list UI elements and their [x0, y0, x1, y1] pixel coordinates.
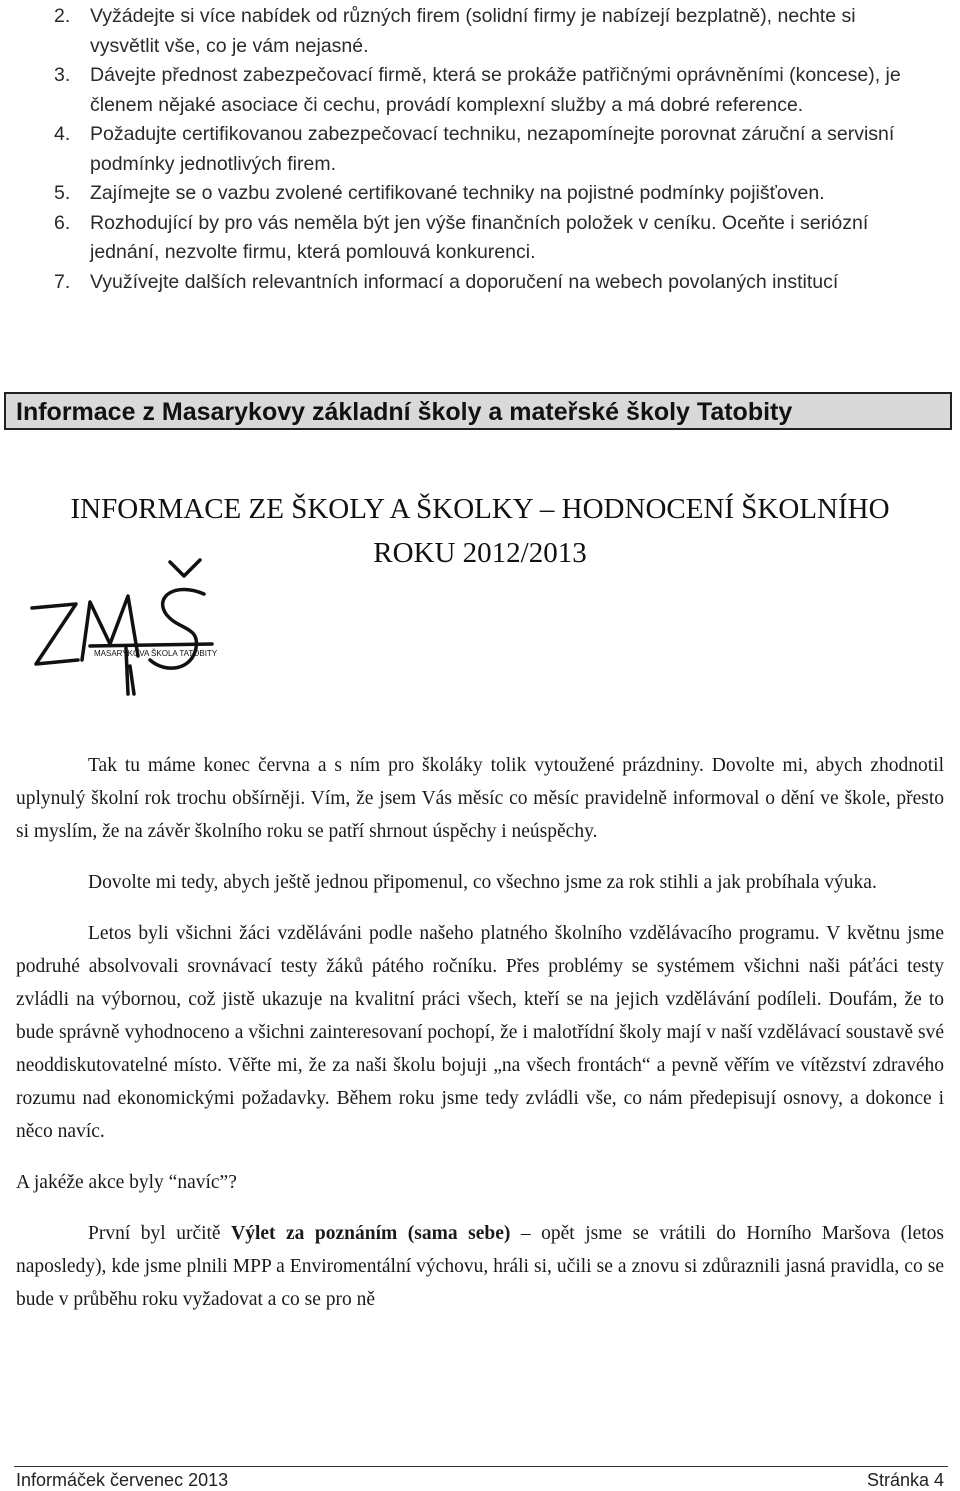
list-item-number: 5.: [54, 182, 71, 204]
paragraph: Tak tu máme konec června a s ním pro školáky tolik vytoužené prázdniny. Dovolte mi, abych zhodnotil uplynulý školní rok trochu obšírněji. Vím, že jsem Vás měsíc co měsíc pravidelně informoval o dění ve škole, přesto si myslím, že na závěr školního roku se patří shrnout úspěchy i neúspěchy.: [16, 755, 944, 842]
list-item: [50, 2, 930, 61]
school-logo: [26, 556, 226, 706]
list-item-number: 6.: [54, 211, 71, 234]
event-title: Výlet za poznáním (sama sebe): [231, 1223, 511, 1244]
list-item: [50, 209, 930, 268]
recommendation-list: [50, 2, 930, 297]
page-title-line-2: ROKU 2012/2013: [373, 537, 587, 569]
footer-publication: Informáček červenec 2013: [16, 1470, 229, 1490]
list-item-text: Vyžádejte si více nabídek od různých firem (solidní firmy je nabízejí bezplatně), nechte si vysvětlit vše, co je vám nejasné.: [90, 5, 856, 57]
list-item-text: Rozhodující by pro vás neměla být jen výše finančních položek v ceníku. Oceňte i seriózní jednání, nezvolte firmu, která pomlouvá konkurenci.: [90, 211, 869, 263]
paragraph: Letos byli všichni žáci vzděláváni podle našeho platného školního vzdělávacího programu. V květnu jsme podruhé absolvovali srovnávací testy žáků pátého ročníku. Přes problémy se systémem všichni naši páťáci testy zvládli na výbornou, což jistě ukazuje na kvalitní práci všech, kteří se na jejich vzdělávání podíleli. Doufám, že to bude správně vyhodnoceno a všichni zainteresovaní pochopí, že i malotřídní školy mají v naší vzdělávací soustavě své neoddiskutovatelné místo. Věřte mi, že za naši školu bojuji „na všech frontách“ a pevně věřím ve vítězství zdravého rozumu nad ekonomickými požadavky. Během roku jsme tedy zvládli vše, co nám předepisují osnovy, a dokonce i něco navíc.: [16, 923, 944, 1142]
list-item-number: 7.: [54, 270, 71, 293]
footer-divider: [14, 1466, 948, 1467]
article-body: [16, 749, 944, 1334]
list-item: [50, 120, 930, 179]
list-item-number: 4.: [54, 123, 71, 145]
paragraph: A jakéže akce byly “navíc”?: [16, 1172, 237, 1193]
list-item: [50, 268, 930, 298]
section-banner: Informace z Masarykovy základní školy a mateřské školy Tatobity: [4, 392, 952, 430]
list-item: [50, 179, 930, 209]
list-item-number: 3.: [54, 64, 71, 86]
paragraph-text: První byl určitě: [88, 1223, 232, 1244]
list-item-text: Využívejte dalších relevantních informací a doporučení na webech povolaných institucí: [90, 270, 839, 293]
paragraph-text: – opět jsme se vrátili do Horního Maršova (letos naposledy), kde jsme plnili MPP a Enviromentální výchovu, hráli si, učili se a znovu si zdůraznili jasná pravidla, co se bude v průběhu roku vyžadovat a co se pro ně: [16, 1223, 944, 1310]
footer-page-number: Stránka 4: [866, 1470, 944, 1490]
paragraph: [16, 1217, 944, 1316]
page-title-line-1: INFORMACE ZE ŠKOLY A ŠKOLKY – HODNOCENÍ ŠKOLNÍHO: [70, 493, 890, 525]
list-item-text: Zajímejte se o vazbu zvolené certifikované techniky na pojistné podmínky pojišťoven.: [90, 182, 825, 204]
logo-caption: MASARYKOVA ŠKOLA TATOBITY: [94, 649, 218, 658]
list-item-text: Požadujte certifikovanou zabezpečovací techniku, nezapomínejte porovnat záruční a servisní podmínky jednotlivých firem.: [90, 123, 895, 175]
paragraph: Dovolte mi tedy, abych ještě jednou připomenul, co všechno jsme za rok stihli a jak probíhala výuka.: [88, 872, 877, 893]
list-item-text: Dávejte přednost zabezpečovací firmě, která se prokáže patřičnými oprávněními (koncese), je členem nějaké asociace či cechu, provádí komplexní služby a má dobré reference.: [90, 64, 901, 116]
list-item: [50, 61, 930, 120]
list-item-number: 2.: [54, 5, 71, 27]
